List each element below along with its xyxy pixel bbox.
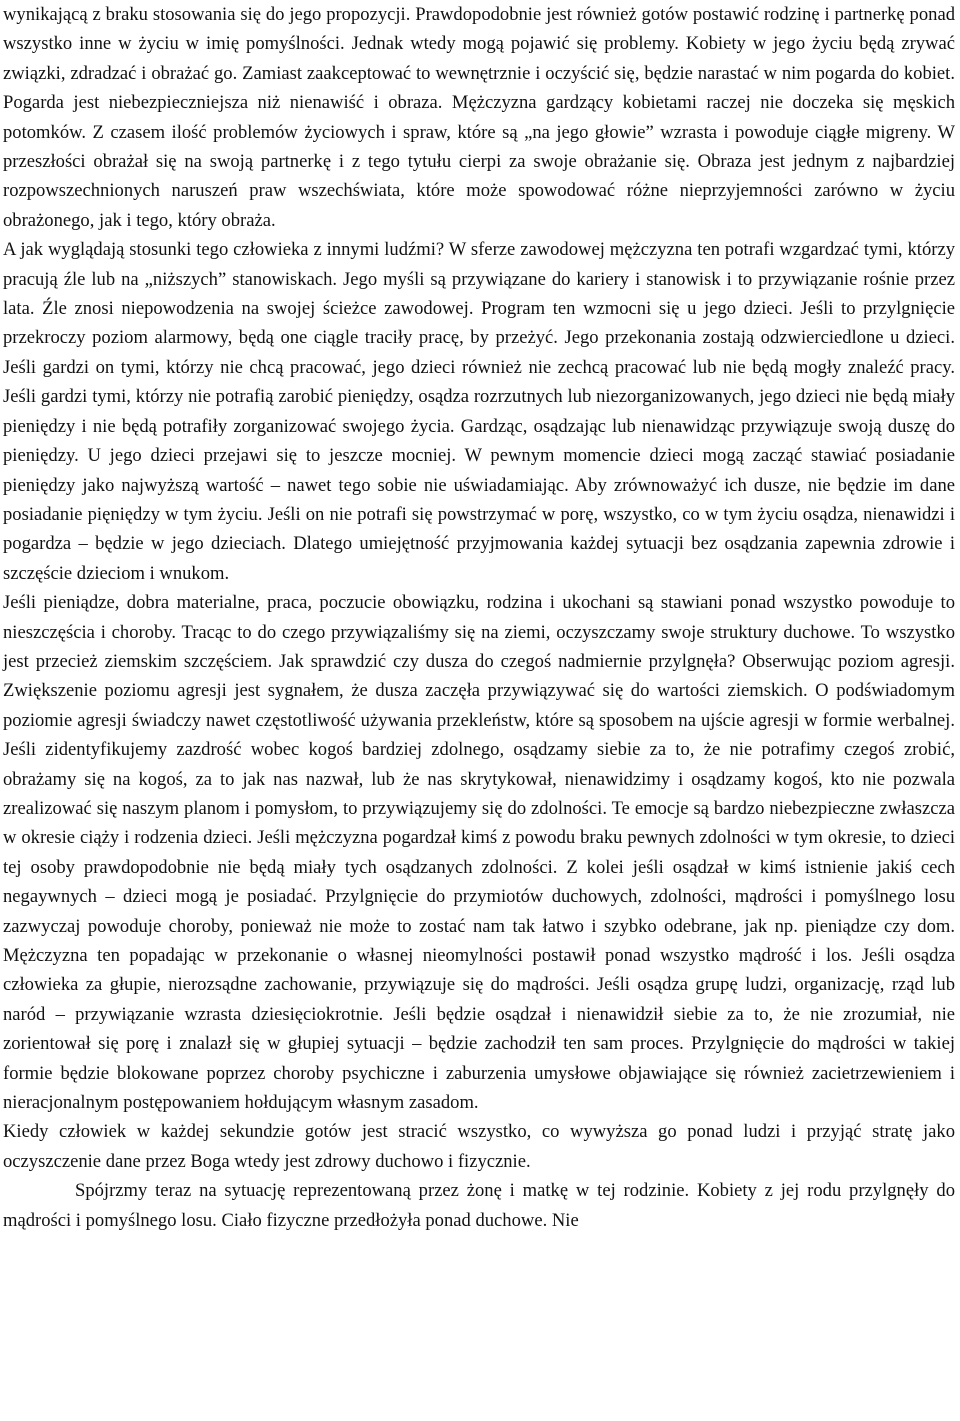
paragraph: Kiedy człowiek w każdej sekundzie gotów jest stracić wszystko, co wywyższa go ponad ludzi i przyjąć stratę jako oczyszczenie dane przez Boga wtedy jest zdrowy duchowo i fizycznie. xyxy=(3,1121,955,1172)
paragraph: Jeśli pieniądze, dobra materialne, praca, poczucie obowiązku, rodzina i ukochani są stawiani ponad wszystko powoduje to nieszczęścia i choroby. Tracąc to do czego przywiązaliśmy się na ziemi, oczyszczamy swoje struktury duchowe. To wszystko jest przecież ziemskim szczęściem. Jak sprawdzić czy dusza do czegoś nadmiernie przylgnęła? Obserwując poziom agresji. Zwiększenie poziomu agresji jest sygnałem, że dusza zaczęła przywiązywać się do wartości ziemskich. O podświadomym poziomie agresji świadczy nawet częstotliwość używania przekleństw, które są sposobem na ujście agresji w formie werbalnej. Jeśli zidentyfikujemy zazdrość wobec kogoś bardziej zdolnego, osądzamy siebie za to, że nie potrafimy czegoś zrobić, obrażamy się na kogoś, za to jak nas nazwał, lub że nas skrytykował, nienawidzimy i osądzamy kogoś, kto nie pozwala zrealizować się naszym planom i pomysłom, to przywiązujemy się do zdolności. Te emocje są bardzo niebezpieczne zwłaszcza w okresie ciąży i rodzenia dzieci. Jeśli mężczyzna pogardzał kimś z powodu braku pewnych zdolności w tym okresie, to dzieci tej osoby prawdopodobnie nie będą miały tych osądzanych zdolności. Z kolei jeśli osądzał w kimś istnienie jakiś cech negaywnych – dzieci mogą je posiadać. Przylgnięcie do przymiotów duchowych, zdolności, mądrości i pomyślnego losu zazwyczaj powoduje choroby, ponieważ nie może to zostać nam tak łatwo i szybko odebrane, jak np. pieniądze czy dom. Mężczyzna ten popadając w przekonanie o własnej nieomylności postawił ponad wszystko mądrość i los. Jeśli osądza człowieka za głupie, nierozsądne zachowanie, przywiązuje się do mądrości. Jeśli osądza grupę ludzi, organizację, rząd lub naród – przywiązanie wzrasta dziesięciokrotnie. Jeśli będzie osądzał i nienawidził siebie za to, że nie zrozumiał, nie zorientował się porę i znalazł się w głupiej sytuacji – będzie zachodził ten sam proces. Przylgnięcie do mądrości w takiej formie będzie blokowane poprzez choroby psychiczne i zaburzenia umysłowe objawiające się również zacietrzewieniem i nieracjonalnym postępowaniem hołdującym własnym zasadom. xyxy=(3,592,955,1114)
paragraph: Spójrzmy teraz na sytuację reprezentowaną przez żonę i matkę w tej rodzinie. Kobiety z jej rodu przylgnęły do mądrości i pomyślnego losu. Ciało fizyczne przedłożyła ponad duchowe. Nie xyxy=(3,1180,955,1231)
paragraph: A jak wyglądają stosunki tego człowieka z innymi ludźmi? W sferze zawodowej mężczyzna ten potrafi wzgardzać tymi, którzy pracują źle lub na „niższych” stanowiskach. Jego myśli są przywiązane do kariery i stanowisk i to przywiązanie rośnie przez lata. Źle znosi niepowodzenia na swojej ścieżce zawodowej. Program ten wzmocni się u jego dzieci. Jeśli to przylgnięcie przekroczy poziom alarmowy, będą one ciągle traciły pracę, by przeżyć. Jego przekonania zostają odzwierciedlone u dzieci. Jeśli gardzi on tymi, którzy nie chcą pracować, jego dzieci również nie zechcą pracować lub nie będą mogły znaleźć pracy. Jeśli gardzi tymi, którzy nie potrafią zarobić pieniędzy, osądza rozrzutnych lub niezorganizowanych, jego dzieci nie będą miały pieniędzy i nie będą potrafiły zorganizować swojego życia. Gardząc, osądzając lub nienawidząc przywiązuje swoją duszę do pieniędzy. U jego dzieci przejawi się to jeszcze mocniej. W pewnym momencie dzieci mogą zacząć stawiać posiadanie pieniędzy jako najwyższą wartość – nawet tego sobie nie uświadamiając. Aby zrównoważyć ich dusze, nie będzie im dane posiadanie pięniędzy w tym życiu. Jeśli on nie potrafi się powstrzymać w porę, wszystko, co w tym życiu osądza, nienawidzi i pogardza – będzie w jego dzieciach. Dlatego umiejętność przyjmowania każdej sytuacji bez osądzania zapewnia zdrowie i szczęście dzieciom i wnukom. xyxy=(3,239,955,584)
paragraph: wynikającą z braku stosowania się do jego propozycji. Prawdopodobnie jest również gotów postawić rodzinę i partnerkę ponad wszystko inne w życiu w imię pomyślności. Jednak wtedy mogą pojawić się problemy. Kobiety w jego życiu będą zrywać związki, zdradzać i obrażać go. Zamiast zaakceptować to wewnętrznie i oczyścić się, będzie narastać w nim pogarda do kobiet. Pogarda jest niebezpieczniejsza niż nienawiść i obraza. Mężczyzna gardzący kobietami raczej nie doczeka się męskich potomków. Z czasem ilość problemów życiowych i spraw, które są „na jego głowie” wzrasta i powoduje ciągłe migreny. W przeszłości obrażał się na swoją partnerkę i z tego tytułu cierpi za swoje obrażanie się. Obraza jest jednym z najbardziej rozpowszechnionych naruszeń praw wszechświata, które może spowodować różne nieprzyjemności zarówno w życiu obrażonego, jak i tego, który obraża. xyxy=(3,4,955,231)
